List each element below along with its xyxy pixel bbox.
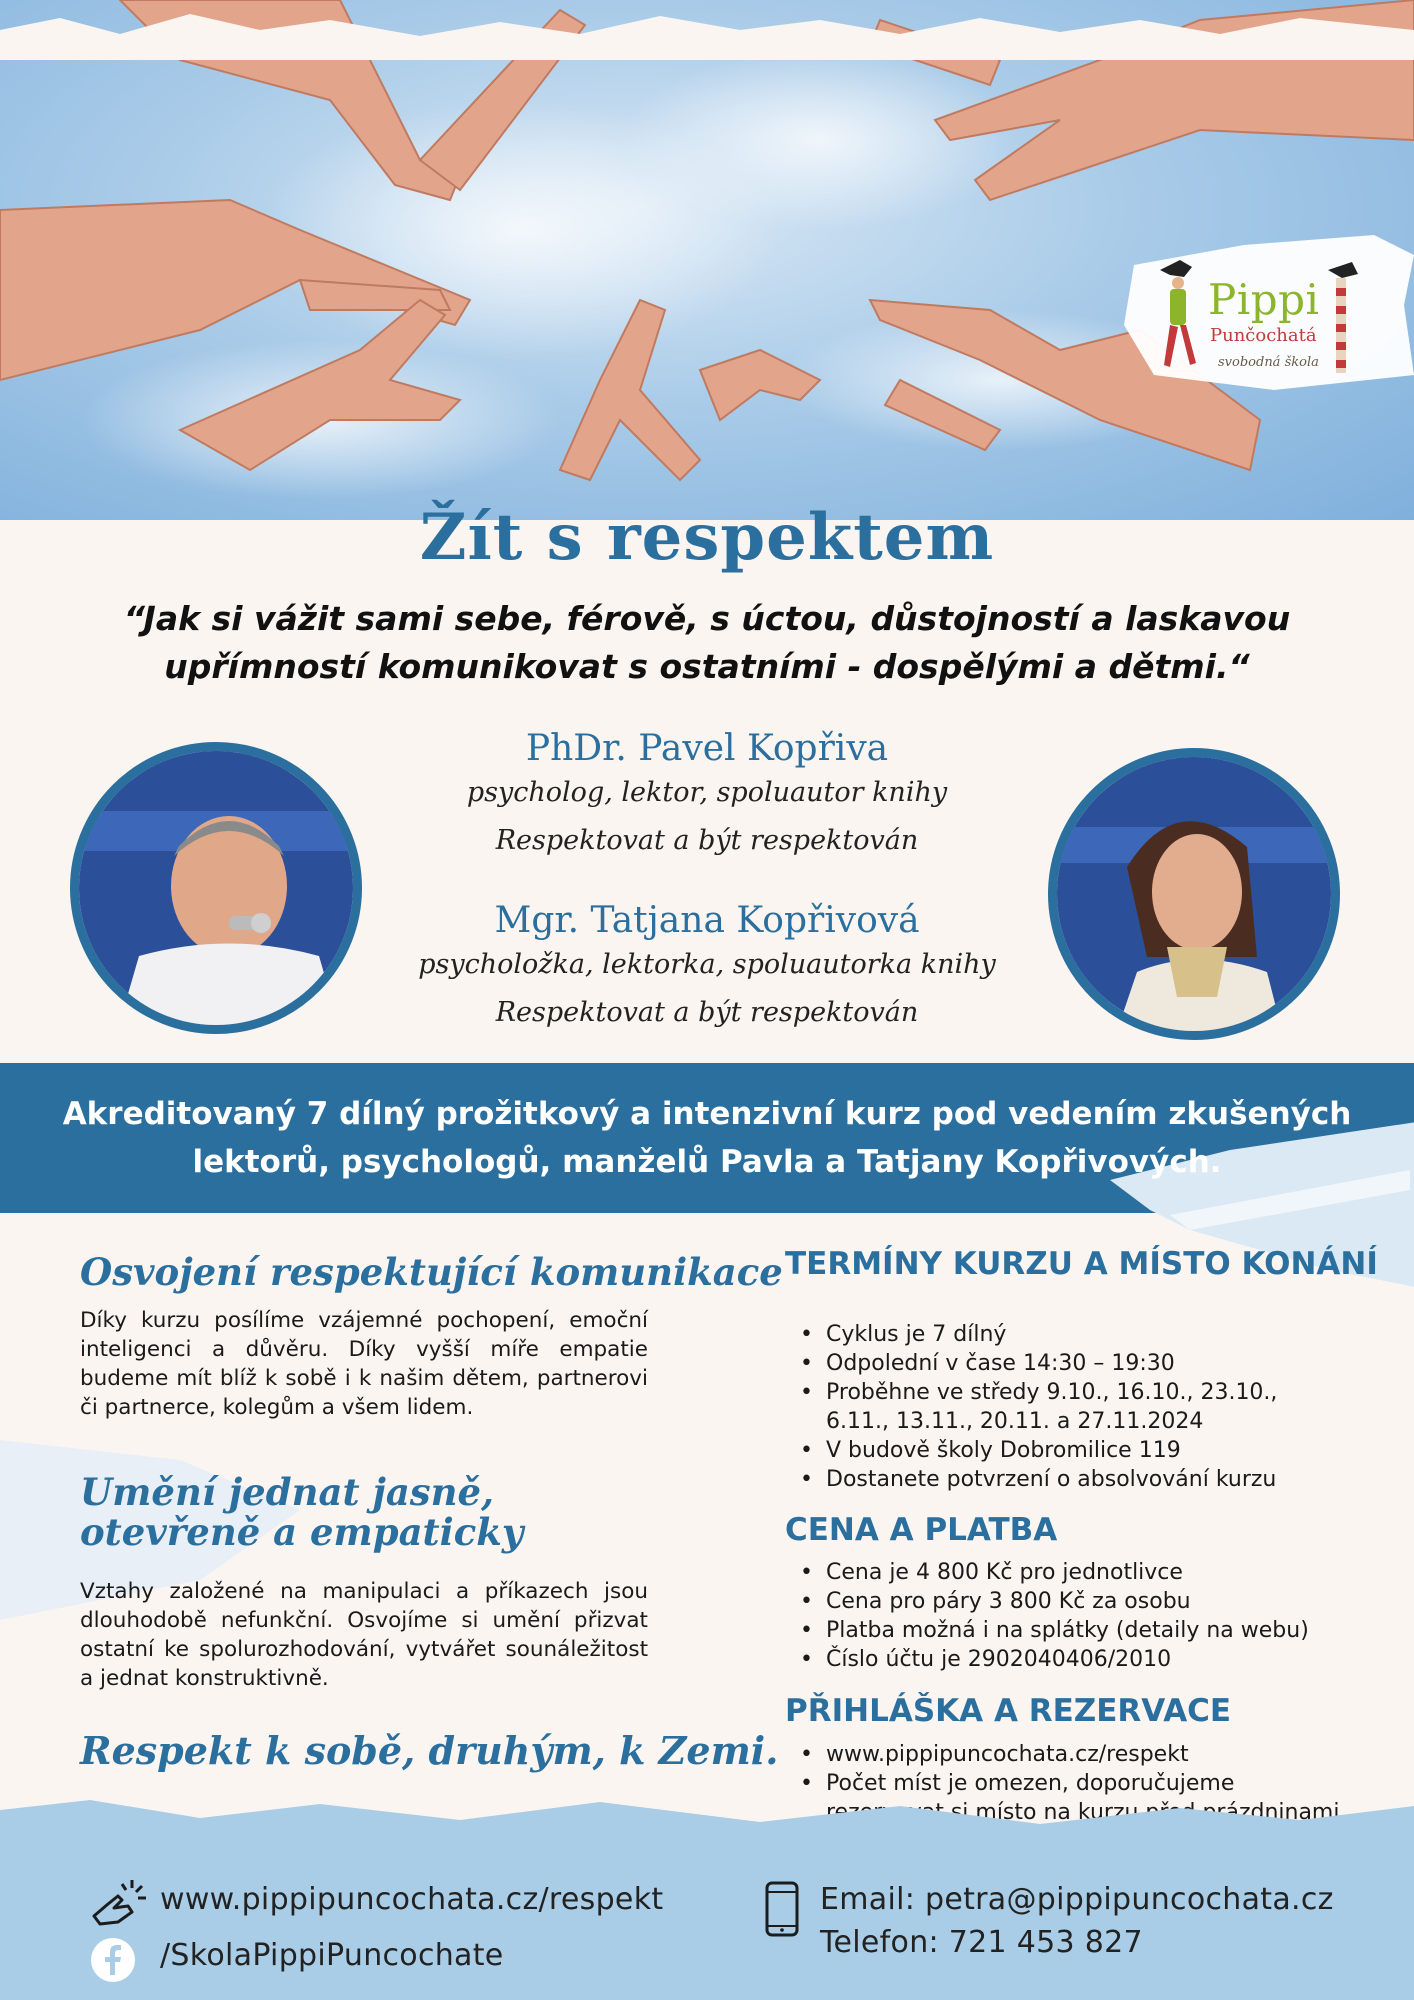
speaker-photo-pavel <box>70 742 362 1034</box>
section-paragraph: Díky kurzu posílíme vzájemné pochopení, emoční inteligenci a důvěru. Díky vyšší míře empatie budeme mít blíž k sobě i k našim dětem, partnerovi či partnerce, kolegům a všem lidem. <box>80 1308 648 1420</box>
terms-heading: TERMÍNY KURZU A MÍSTO KONÁNÍ <box>785 1246 1378 1282</box>
list-item[interactable]: • www.pippipuncochata.cz/respekt <box>826 1740 1346 1769</box>
speaker-book: Respektovat a být respektován <box>495 997 919 1028</box>
pippi-figure-icon <box>1150 255 1210 375</box>
footer-facebook-link[interactable]: /SkolaPippiPuncochate <box>160 1938 504 1973</box>
section-paragraph: Vztahy založené na manipulaci a příkazech jsou dlouhodobě nefunkční. Osvojíme si umění přizvat ostatní ke spolurozhodování, vytvářet sounáležitost a jednat konstruktivně. <box>80 1579 648 1691</box>
pippi-leg-icon <box>1322 260 1362 380</box>
section-heading: Umění jednat jasně, otevřeně a empaticky <box>80 1470 524 1554</box>
section-heading: Osvojení respektující komunikace <box>80 1250 783 1294</box>
list-item: • Cena pro páry 3 800 Kč za osobu <box>826 1587 1346 1616</box>
price-heading: CENA A PLATBA <box>785 1512 1058 1548</box>
headline-quote: “Jak si vážit sami sebe, férově, s úctou, důstojností a laskavou upřímností komunikovat s ostatními - dospělými a dětmi.“ <box>123 599 1291 686</box>
speaker-role: psycholožka, lektorka, spoluautorka knihy <box>418 949 996 980</box>
speaker-name: PhDr. Pavel Kopřiva <box>525 728 889 769</box>
list-item: • V budově školy Dobromilice 119 <box>826 1436 1346 1465</box>
list-item: • Číslo účtu je 2902040406/2010 <box>826 1645 1346 1674</box>
logo-subname: Punčochatá <box>1210 325 1317 346</box>
logo-tagline: svobodná škola <box>1218 355 1319 370</box>
list-item: • Cena je 4 800 Kč pro jednotlivce <box>826 1558 1346 1587</box>
school-logo <box>1150 255 1380 385</box>
list-item: • Dostanete potvrzení o absolvování kurzu <box>826 1465 1346 1494</box>
terms-list <box>826 1320 1346 1494</box>
speaker-name: Mgr. Tatjana Kopřivová <box>494 900 920 941</box>
speaker-role: psycholog, lektor, spoluautor knihy <box>466 777 948 808</box>
signup-heading: PŘIHLÁŠKA A REZERVACE <box>785 1693 1232 1729</box>
phone-icon <box>764 1880 800 1938</box>
list-item: • Počet míst je omezen, doporučujeme rezervovat si místo na kurzu před prázdninami <box>826 1769 1346 1827</box>
speaker-photo-tatjana <box>1048 748 1340 1040</box>
footer-phone[interactable]: Telefon: 721 453 827 <box>820 1925 1143 1960</box>
banner-text: Akreditovaný 7 dílný prožitkový a intenzivní kurz pod vedením zkušených lektorů, psychologů, manželů Pavla a Tatjany Kopřivových. <box>62 1096 1352 1180</box>
click-hand-icon <box>88 1876 150 1928</box>
page-title: Žít s respektem <box>419 500 995 575</box>
price-list <box>826 1558 1346 1674</box>
list-item: • Cyklus je 7 dílný <box>826 1320 1346 1349</box>
facebook-icon[interactable] <box>90 1937 136 1983</box>
torn-paper-edge <box>0 0 1414 60</box>
list-item: • Odpolední v čase 14:30 – 19:30 <box>826 1349 1346 1378</box>
motto: Respekt k sobě, druhým, k Zemi. <box>80 1728 779 1773</box>
speaker-book: Respektovat a být respektován <box>495 825 919 856</box>
list-item: • Platba možná i na splátky (detaily na webu) <box>826 1616 1346 1645</box>
speaker-tatjana <box>380 900 1034 1037</box>
list-item: • Proběhne ve středy 9.10., 16.10., 23.10., 6.11., 13.11., 20.11. a 27.11.2024 <box>826 1378 1346 1436</box>
footer-email[interactable]: Email: petra@pippipuncochata.cz <box>820 1882 1334 1917</box>
speaker-pavel <box>380 728 1034 865</box>
footer-website-link[interactable]: www.pippipuncochata.cz/respekt <box>160 1882 664 1917</box>
logo-wordmark: Pippi <box>1208 275 1320 324</box>
